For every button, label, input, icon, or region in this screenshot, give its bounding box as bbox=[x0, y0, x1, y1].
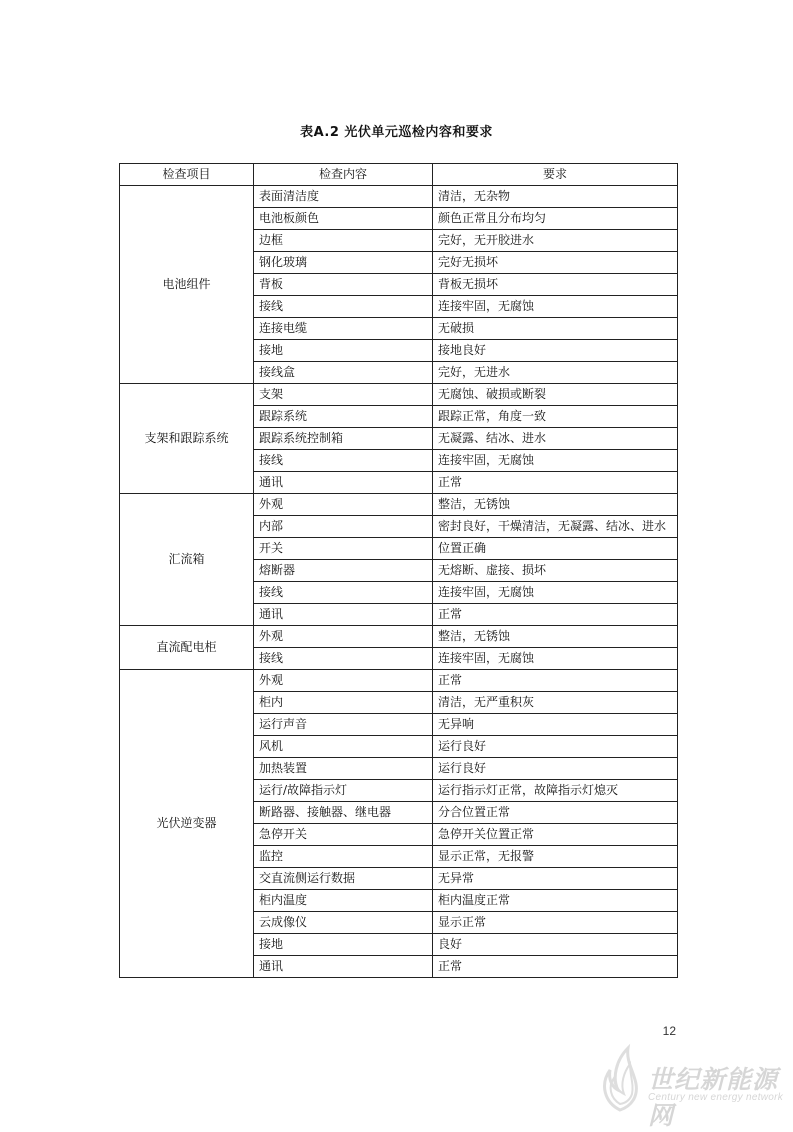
table-row bbox=[120, 384, 678, 406]
requirement-cell: 运行良好 bbox=[433, 736, 678, 758]
requirement-cell: 无熔断、虚接、损坏 bbox=[433, 560, 678, 582]
requirement-cell: 连接牢固，无腐蚀 bbox=[433, 450, 678, 472]
inspection-content-cell: 背板 bbox=[254, 274, 433, 296]
requirement-cell: 正常 bbox=[433, 670, 678, 692]
requirement-cell: 分合位置正常 bbox=[433, 802, 678, 824]
requirement-cell: 无凝露、结冰、进水 bbox=[433, 428, 678, 450]
table-title: 表A.2 光伏单元巡检内容和要求 bbox=[300, 125, 493, 140]
watermark bbox=[598, 1040, 788, 1130]
inspection-content-cell: 接地 bbox=[254, 340, 433, 362]
page-number: 12 bbox=[662, 1024, 676, 1038]
inspection-content-cell: 通讯 bbox=[254, 472, 433, 494]
inspection-content-cell: 外观 bbox=[254, 494, 433, 516]
requirement-cell: 密封良好，干燥清洁，无凝露、结冰、进水 bbox=[433, 516, 678, 538]
requirement-cell: 柜内温度正常 bbox=[433, 890, 678, 912]
inspection-content-cell: 内部 bbox=[254, 516, 433, 538]
table-row bbox=[120, 626, 678, 648]
requirement-cell: 接地良好 bbox=[433, 340, 678, 362]
inspection-content-cell: 风机 bbox=[254, 736, 433, 758]
requirement-cell: 颜色正常且分布均匀 bbox=[433, 208, 678, 230]
requirement-cell: 整洁，无锈蚀 bbox=[433, 494, 678, 516]
inspection-content-cell: 跟踪系统 bbox=[254, 406, 433, 428]
inspection-content-cell: 外观 bbox=[254, 670, 433, 692]
requirement-cell: 连接牢固，无腐蚀 bbox=[433, 648, 678, 670]
table-header-row bbox=[120, 164, 678, 186]
requirement-cell: 无破损 bbox=[433, 318, 678, 340]
requirement-cell: 连接牢固，无腐蚀 bbox=[433, 296, 678, 318]
flame-logo-icon bbox=[598, 1042, 644, 1112]
inspection-content-cell: 边框 bbox=[254, 230, 433, 252]
inspection-content-cell: 支架 bbox=[254, 384, 433, 406]
inspection-content-cell: 通讯 bbox=[254, 956, 433, 978]
requirement-cell: 正常 bbox=[433, 956, 678, 978]
requirement-cell: 背板无损坏 bbox=[433, 274, 678, 296]
inspection-content-cell: 开关 bbox=[254, 538, 433, 560]
requirement-cell: 运行良好 bbox=[433, 758, 678, 780]
header-inspection-content: 检查内容 bbox=[254, 164, 433, 186]
inspection-content-cell: 运行声音 bbox=[254, 714, 433, 736]
requirement-cell: 无异常 bbox=[433, 868, 678, 890]
inspection-content-cell: 接线 bbox=[254, 582, 433, 604]
inspection-content-cell: 交直流侧运行数据 bbox=[254, 868, 433, 890]
inspection-content-cell: 接线 bbox=[254, 296, 433, 318]
watermark-chinese-text: 世纪新能源网 bbox=[648, 1065, 779, 1130]
requirement-cell: 正常 bbox=[433, 604, 678, 626]
inspection-content-cell: 监控 bbox=[254, 846, 433, 868]
requirement-cell: 清洁，无严重积灰 bbox=[433, 692, 678, 714]
inspection-item-cell: 电池组件 bbox=[120, 186, 254, 384]
inspection-content-cell: 柜内 bbox=[254, 692, 433, 714]
inspection-content-cell: 连接电缆 bbox=[254, 318, 433, 340]
header-inspection-item: 检查项目 bbox=[120, 164, 254, 186]
inspection-table bbox=[119, 163, 678, 978]
requirement-cell: 运行指示灯正常，故障指示灯熄灭 bbox=[433, 780, 678, 802]
table-body bbox=[120, 186, 678, 978]
inspection-item-cell: 汇流箱 bbox=[120, 494, 254, 626]
requirement-cell: 清洁，无杂物 bbox=[433, 186, 678, 208]
header-requirement: 要求 bbox=[433, 164, 678, 186]
requirement-cell: 无腐蚀、破损或断裂 bbox=[433, 384, 678, 406]
inspection-content-cell: 加热装置 bbox=[254, 758, 433, 780]
inspection-content-cell: 外观 bbox=[254, 626, 433, 648]
requirement-cell: 显示正常 bbox=[433, 912, 678, 934]
requirement-cell: 连接牢固，无腐蚀 bbox=[433, 582, 678, 604]
inspection-item-cell: 光伏逆变器 bbox=[120, 670, 254, 978]
requirement-cell: 完好无损坏 bbox=[433, 252, 678, 274]
inspection-content-cell: 跟踪系统控制箱 bbox=[254, 428, 433, 450]
requirement-cell: 正常 bbox=[433, 472, 678, 494]
inspection-content-cell: 运行/故障指示灯 bbox=[254, 780, 433, 802]
inspection-content-cell: 柜内温度 bbox=[254, 890, 433, 912]
inspection-content-cell: 电池板颜色 bbox=[254, 208, 433, 230]
inspection-content-cell: 接地 bbox=[254, 934, 433, 956]
inspection-content-cell: 钢化玻璃 bbox=[254, 252, 433, 274]
inspection-content-cell: 接线盒 bbox=[254, 362, 433, 384]
inspection-item-cell: 支架和跟踪系统 bbox=[120, 384, 254, 494]
table-row bbox=[120, 186, 678, 208]
table-row bbox=[120, 494, 678, 516]
requirement-cell: 良好 bbox=[433, 934, 678, 956]
requirement-cell: 显示正常，无报警 bbox=[433, 846, 678, 868]
requirement-cell: 整洁，无锈蚀 bbox=[433, 626, 678, 648]
requirement-cell: 跟踪正常，角度一致 bbox=[433, 406, 678, 428]
table-row bbox=[120, 670, 678, 692]
requirement-cell: 无异响 bbox=[433, 714, 678, 736]
inspection-content-cell: 接线 bbox=[254, 648, 433, 670]
requirement-cell: 完好，无开胶进水 bbox=[433, 230, 678, 252]
requirement-cell: 位置正确 bbox=[433, 538, 678, 560]
requirement-cell: 完好，无进水 bbox=[433, 362, 678, 384]
inspection-content-cell: 表面清洁度 bbox=[254, 186, 433, 208]
inspection-content-cell: 通讯 bbox=[254, 604, 433, 626]
watermark-english-text: Century new energy network bbox=[648, 1092, 784, 1103]
inspection-content-cell: 接线 bbox=[254, 450, 433, 472]
inspection-content-cell: 熔断器 bbox=[254, 560, 433, 582]
inspection-content-cell: 断路器、接触器、继电器 bbox=[254, 802, 433, 824]
requirement-cell: 急停开关位置正常 bbox=[433, 824, 678, 846]
inspection-content-cell: 云成像仪 bbox=[254, 912, 433, 934]
inspection-item-cell: 直流配电柜 bbox=[120, 626, 254, 670]
inspection-content-cell: 急停开关 bbox=[254, 824, 433, 846]
